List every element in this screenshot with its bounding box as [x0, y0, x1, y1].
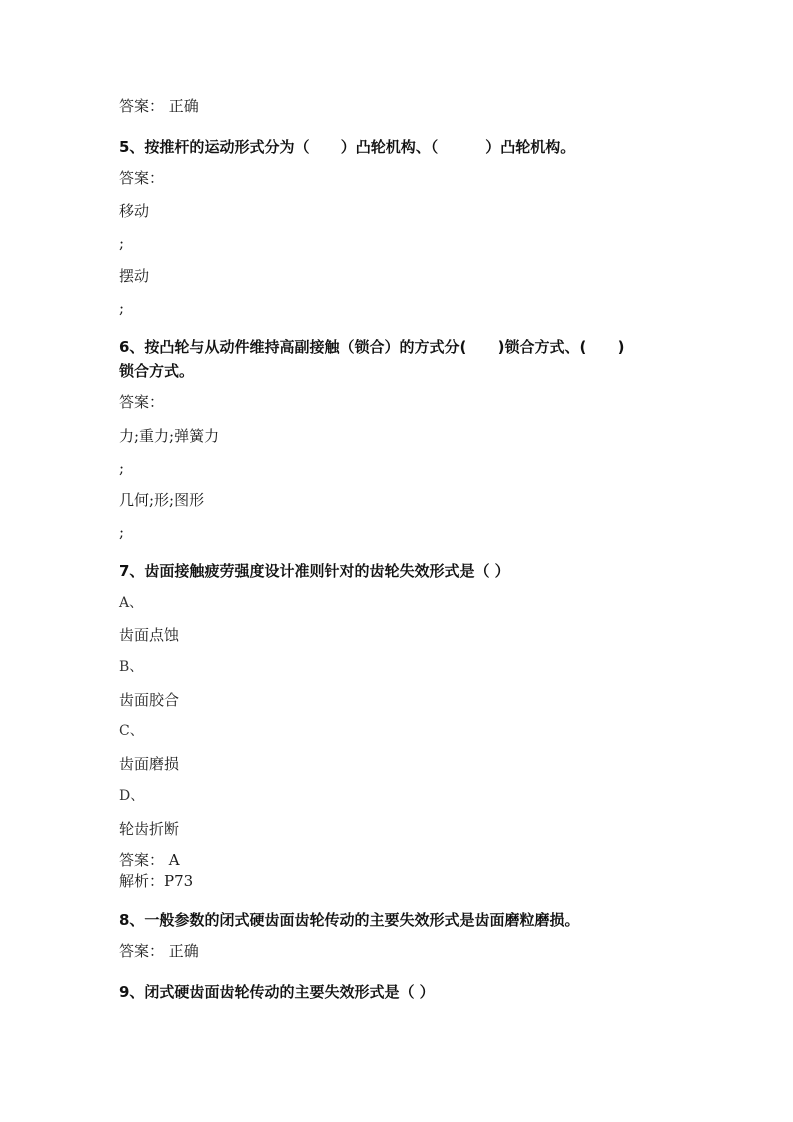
option-c-label: C、: [119, 723, 144, 739]
question-6-line-1: 6、按凸轮与从动件维持高副接触（锁合）的方式分( )锁合方式、( ): [119, 338, 625, 356]
answer-value: 力;重力;弹簧力: [119, 427, 220, 445]
answer: 答案： A: [119, 851, 180, 869]
answer-value: 几何;形;图形: [119, 491, 205, 509]
answer-separator: ;: [119, 523, 125, 541]
option-a-text: 齿面点蚀: [119, 626, 180, 644]
answer-label: 答案：: [119, 169, 165, 187]
answer-label: 答案：: [119, 393, 165, 411]
option-b-text: 齿面胶合: [119, 691, 180, 709]
analysis: 解析：P73: [119, 872, 194, 890]
answer-value: 移动: [119, 202, 150, 220]
option-d-label: D、: [119, 788, 145, 804]
question-5: 5、按推杆的运动形式分为（ ）凸轮机构、（ ）凸轮机构。: [119, 138, 576, 156]
question-6-line-2: 锁合方式。: [119, 362, 195, 380]
option-a-label: A、: [119, 595, 144, 611]
answer-separator: ;: [119, 459, 125, 477]
answer-separator: ;: [119, 299, 125, 317]
option-c-text: 齿面磨损: [119, 755, 180, 773]
answer: 答案： 正确: [119, 942, 199, 960]
question-7: 7、齿面接触疲劳强度设计准则针对的齿轮失效形式是（ ）: [119, 562, 510, 580]
question-8: 8、一般参数的闭式硬齿面齿轮传动的主要失效形式是齿面磨粒磨损。: [119, 911, 580, 929]
answer-separator: ;: [119, 234, 125, 252]
option-d-text: 轮齿折断: [119, 820, 180, 838]
answer-prev: 答案： 正确: [119, 97, 199, 115]
option-b-label: B、: [119, 659, 144, 675]
answer-value: 摆动: [119, 267, 150, 285]
question-9: 9、闭式硬齿面齿轮传动的主要失效形式是（ ）: [119, 983, 435, 1001]
